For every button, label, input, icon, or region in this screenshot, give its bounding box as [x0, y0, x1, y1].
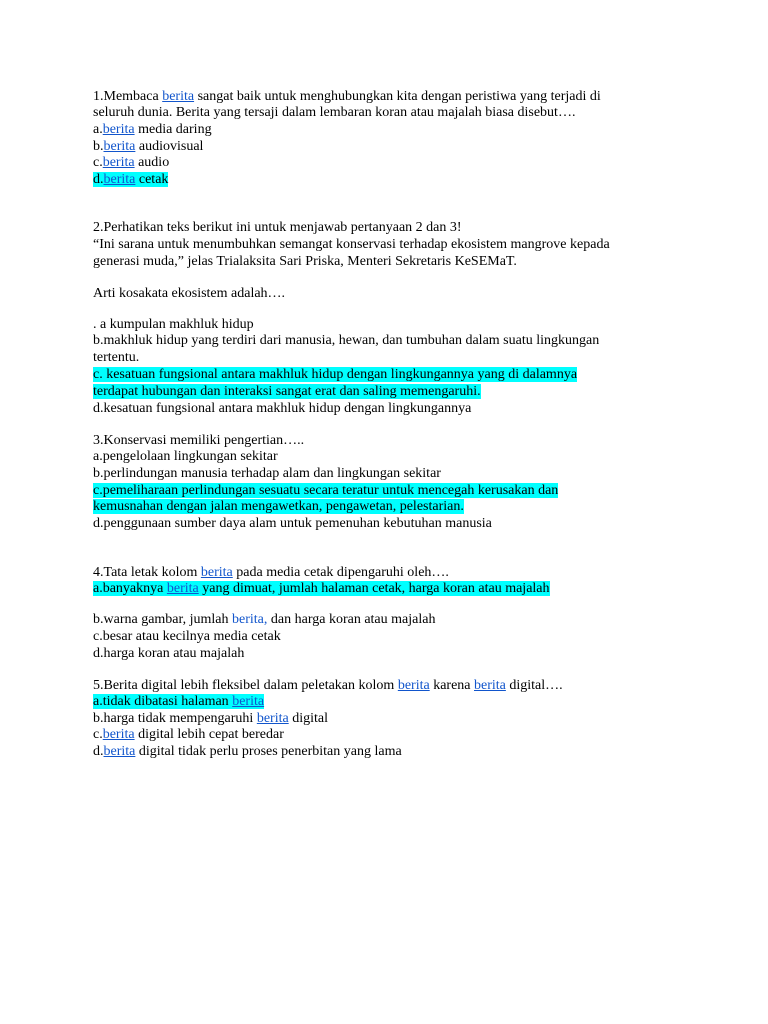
berita-link[interactable]: berita	[256, 711, 289, 726]
answer-highlight: c. kesatuan fungsional antara makhluk hidup dengan lingkungannya yang di dalamnya	[93, 367, 578, 382]
q2-option-d: d.kesatuan fungsional antara makhluk hidup dengan lingkungannya	[93, 401, 472, 416]
berita-link[interactable]: berita	[102, 122, 135, 137]
berita-link[interactable]: berita	[474, 678, 506, 693]
q3-question: 3.Konservasi memiliki pengertian…..	[93, 433, 305, 448]
berita-link[interactable]: berita	[103, 172, 136, 187]
berita-link[interactable]: berita,	[232, 612, 268, 627]
q2-quote-line-1: “Ini sarana untuk menumbuhkan semangat konservasi terhadap ekosistem mangrove kepada	[93, 237, 610, 252]
berita-link[interactable]: berita	[200, 565, 233, 580]
q3-option-c-answer-line-2	[93, 498, 464, 515]
q4-option-a-answer	[93, 580, 550, 597]
q1-option-b: b.berita audiovisual	[93, 139, 204, 154]
q4-question: 4.Tata letak kolom berita pada media cetak dipengaruhi oleh….	[93, 565, 449, 580]
q3-option-b: b.perlindungan manusia terhadap alam dan lingkungan sekitar	[93, 466, 441, 481]
berita-link[interactable]: berita	[103, 139, 136, 154]
q2-quote-line-2: generasi muda,” jelas Trialaksita Sari Priska, Menteri Sekretaris KeSEMaT.	[93, 254, 517, 269]
q5-option-c: c.berita digital lebih cepat beredar	[93, 727, 284, 742]
q4-option-d: d.harga koran atau majalah	[93, 646, 245, 661]
answer-highlight: c.pemeliharaan perlindungan sesuatu secara teratur untuk mencegah kerusakan dan	[93, 483, 559, 498]
q3-option-c-answer-line-1	[93, 482, 558, 499]
q1-option-a: a.berita media daring	[93, 122, 212, 137]
q1-option-c: c.berita audio	[93, 155, 170, 170]
q2-option-c-answer-line-2	[93, 383, 481, 400]
answer-highlight: terdapat hubungan dan interaksi sangat erat dan saling memengaruhi.	[93, 384, 481, 399]
q5-option-b: b.harga tidak mempengaruhi berita digital	[93, 711, 328, 726]
q3-option-a: a.pengelolaan lingkungan sekitar	[93, 449, 278, 464]
answer-highlight: a.tidak dibatasi halaman berita	[93, 694, 265, 709]
berita-link[interactable]: berita	[166, 581, 199, 596]
q2-option-b-line-1: b.makhluk hidup yang terdiri dari manusia, hewan, dan tumbuhan dalam suatu lingkungan	[93, 333, 600, 348]
answer-highlight: kemusnahan dengan jalan mengawetkan, pengawetan, pelestarian.	[93, 499, 464, 514]
berita-link[interactable]: berita	[102, 155, 135, 170]
q2-question: Arti kosakata ekosistem adalah….	[93, 286, 286, 301]
q5-option-d: d.berita digital tidak perlu proses penerbitan yang lama	[93, 744, 402, 759]
berita-link[interactable]: berita	[162, 89, 195, 104]
berita-link[interactable]: berita	[103, 744, 136, 759]
q5-option-a-answer	[93, 693, 264, 710]
q2-option-b-line-2: tertentu.	[93, 350, 140, 365]
q3-option-d: d.penggunaan sumber daya alam untuk pemenuhan kebutuhan manusia	[93, 516, 492, 531]
q4-option-b: b.warna gambar, jumlah berita, dan harga koran atau majalah	[93, 612, 436, 627]
berita-link[interactable]: berita	[397, 678, 430, 693]
q1-question-line-1: 1.Membaca berita sangat baik untuk menghubungkan kita dengan peristiwa yang terjadi di	[93, 89, 601, 104]
berita-link[interactable]: berita	[232, 694, 265, 709]
berita-link[interactable]: berita	[102, 727, 135, 742]
q1-option-d-answer	[93, 171, 168, 188]
q4-option-c: c.besar atau kecilnya media cetak	[93, 629, 281, 644]
q2-option-a: . a kumpulan makhluk hidup	[93, 317, 254, 332]
q1-question-line-2: seluruh dunia. Berita yang tersaji dalam lembaran koran atau majalah biasa disebut….	[93, 105, 576, 120]
q2-option-c-answer-line-1	[93, 366, 577, 383]
q2-instruction: 2.Perhatikan teks berikut ini untuk menjawab pertanyaan 2 dan 3!	[93, 220, 462, 235]
answer-highlight: d.berita cetak	[93, 172, 169, 187]
q5-question: 5.Berita digital lebih fleksibel dalam peletakan kolom berita karena berita digital….	[93, 678, 563, 693]
answer-highlight: a.banyaknya berita yang dimuat, jumlah halaman cetak, harga koran atau majalah	[93, 581, 550, 596]
